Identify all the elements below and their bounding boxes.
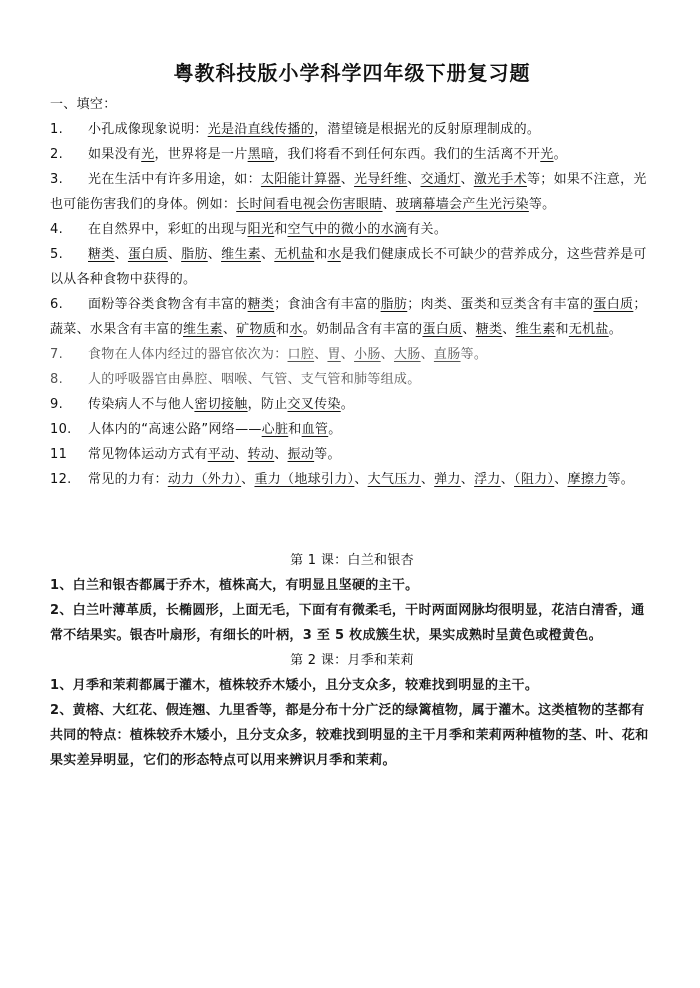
fill-in-item	[50, 117, 654, 142]
section-heading-fill-in: 一、填空：	[50, 97, 117, 112]
item-text: 等。	[607, 472, 635, 487]
answer-blank: 胃	[327, 347, 341, 362]
answer-blank: 黑暗	[247, 147, 275, 162]
item-text: 常见物体运动方式有	[88, 447, 208, 462]
answer-blank: 平动	[207, 447, 235, 462]
item-text: 、	[260, 247, 275, 262]
item-text: 是我们健康成长不可缺少的营养成分，这些营养是可以从各种食物中获得的。	[50, 247, 647, 287]
answer-blank: 动力（外力）	[167, 472, 242, 487]
item-text: 、	[420, 472, 435, 487]
item-number: 1.	[50, 122, 64, 137]
item-text: 、	[420, 347, 434, 362]
item-text: 传染病人不与他人	[88, 397, 195, 412]
item-text: 等。	[314, 447, 341, 462]
answer-blank: （阻力）	[514, 472, 555, 487]
answer-blank: 糖类	[247, 297, 275, 312]
item-text: ，潜望镜是根据光的反射原理制成的。	[314, 122, 541, 137]
answer-blank: 无机盐	[274, 247, 315, 262]
fill-in-item	[50, 217, 654, 242]
answer-blank: 心脏	[261, 422, 289, 437]
item-text: 、	[314, 347, 328, 362]
answer-blank: 无机盐	[568, 322, 609, 337]
fill-in-item	[50, 442, 654, 467]
item-text: 、	[460, 172, 474, 187]
answer-blank: 阳光	[247, 222, 275, 237]
item-text: 和	[288, 422, 302, 437]
item-text: 、	[340, 172, 355, 187]
fill-in-list	[50, 117, 654, 492]
item-text: 、	[382, 197, 396, 212]
lesson-paragraph: 1、白兰和银杏都属于乔木，植株高大，有明显且坚硬的主干。	[50, 578, 419, 593]
answer-blank: 光	[540, 147, 554, 162]
fill-in-item	[50, 467, 654, 492]
item-text: ，防止	[247, 397, 288, 412]
item-text: 、	[462, 322, 476, 337]
answer-blank: 太阳能计算器	[260, 172, 341, 187]
item-number: 10.	[50, 422, 72, 437]
answer-blank: 振动	[287, 447, 315, 462]
fill-in-item	[50, 242, 654, 292]
spacer	[50, 492, 654, 548]
item-text: 如果没有	[88, 147, 142, 162]
item-number: 9.	[50, 397, 64, 412]
item-number: 6.	[50, 297, 64, 312]
item-text: 有关。	[407, 222, 448, 237]
item-text: 人的呼吸器官由鼻腔、咽喉、气管、支气管和肺等组成。	[88, 372, 421, 387]
lesson-paragraph: 2、白兰叶薄革质，长椭圆形，上面无毛，下面有有微柔毛，干时两面网脉均很明显，花洁白清香，通常不结果实。银杏叶扇形，有细长的叶柄，3 至 5 枚成簇生状，果实成熟时呈黄色或橙黄色。	[50, 603, 645, 643]
item-text: 等；如果不注意，光也可能伤害我们的身体。例如：	[50, 172, 647, 212]
item-text: 、	[167, 247, 182, 262]
answer-blank: 蛋白质	[593, 297, 634, 312]
item-text: 、	[460, 472, 475, 487]
fill-in-item	[50, 342, 654, 367]
answer-blank: 水	[289, 322, 303, 337]
answer-blank: 弹力	[434, 472, 461, 487]
item-text: 常见的力有：	[88, 472, 168, 487]
answer-blank: 糖类	[88, 247, 115, 262]
answer-blank: 维生素	[183, 322, 223, 337]
item-text: 、	[502, 322, 516, 337]
answer-blank: 重力（地球引力）	[254, 472, 355, 487]
item-number: 8.	[50, 372, 64, 387]
item-text: 和	[555, 322, 569, 337]
item-text: 在自然界中，彩虹的出现与	[88, 222, 248, 237]
answer-blank: 直肠	[433, 347, 461, 362]
answer-blank: 大肠	[393, 347, 421, 362]
item-text: 光在生活中有许多用途，如：	[88, 172, 261, 187]
item-number: 3.	[50, 172, 64, 187]
item-text: 、	[554, 472, 568, 487]
item-text: 、	[207, 247, 222, 262]
item-text: 、	[407, 172, 421, 187]
item-text: 、	[234, 447, 248, 462]
item-text: 和	[314, 247, 328, 262]
item-number: 11	[50, 447, 68, 462]
item-text: 食物在人体内经过的器官依次为：	[88, 347, 288, 362]
answer-blank: 维生素	[221, 247, 261, 262]
item-text: 等。	[460, 347, 488, 362]
answer-blank: 浮力	[474, 472, 501, 487]
lesson-paragraph: 2、黄榕、大红花、假连翘、九里香等，都是分布十分广泛的绿篱植物，属于灌木。这类植物的茎都有共同的特点：植株较乔木矮小，且分支众多，较难找到明显的主干月季和茉莉两种植物的茎、叶、花和果实差异明显，它们的形态特点可以用来辨识月季和茉莉。	[50, 703, 649, 768]
answer-blank: 矿物质	[236, 322, 277, 337]
item-text: 面粉等谷类食物含有丰富的	[88, 297, 248, 312]
item-text: ；蔬菜、水果含有丰富的	[50, 297, 647, 337]
item-text: 和	[274, 222, 288, 237]
fill-in-item	[50, 292, 654, 342]
item-text: 人体内的“高速公路”网络——	[88, 422, 262, 437]
item-text: 、	[354, 472, 368, 487]
item-text: 。	[328, 422, 342, 437]
answer-blank: 脂肪	[380, 297, 408, 312]
lesson-title: 第 2 课：月季和茉莉	[290, 653, 414, 668]
item-text: ；食油含有丰富的	[274, 297, 381, 312]
item-text: 、	[222, 322, 237, 337]
item-text: 等。	[528, 197, 556, 212]
fill-in-item	[50, 417, 654, 442]
answer-blank: 小肠	[354, 347, 381, 362]
answer-blank: 空气中的微小的水滴	[287, 222, 408, 237]
answer-blank: 摩擦力	[567, 472, 608, 487]
answer-blank: 脂肪	[181, 247, 208, 262]
answer-blank: 转动	[247, 447, 275, 462]
item-text: ，我们将看不到任何东西。我们的生活离不开	[274, 147, 541, 162]
item-text: 。	[608, 322, 623, 337]
item-text: 、	[274, 447, 288, 462]
item-text: 和	[276, 322, 290, 337]
answer-blank: 水	[327, 247, 341, 262]
item-number: 7.	[50, 347, 64, 362]
answer-blank: 密切接触	[194, 397, 248, 412]
answer-blank: 大气压力	[367, 472, 421, 487]
answer-blank: 交通灯	[420, 172, 461, 187]
item-text: 、	[500, 472, 515, 487]
lessons-section	[50, 548, 654, 773]
fill-in-item	[50, 392, 654, 417]
answer-blank: 蛋白质	[422, 322, 463, 337]
answer-blank: 维生素	[515, 322, 556, 337]
fill-in-item	[50, 142, 654, 167]
document-title: 粤教科技版小学科学四年级下册复习题	[173, 61, 531, 85]
lesson-title: 第 1 课：白兰和银杏	[290, 553, 414, 568]
answer-blank: 长时间看电视会伤害眼睛	[236, 197, 383, 212]
answer-blank: 光是沿直线传播的	[207, 122, 315, 137]
item-text: 小孔成像现象说明：	[88, 122, 208, 137]
item-text: 、	[380, 347, 394, 362]
fill-in-item	[50, 167, 654, 217]
item-text: 、	[241, 472, 255, 487]
answer-blank: 玻璃幕墙会产生光污染	[395, 197, 529, 212]
item-text: 、	[114, 247, 128, 262]
lesson-paragraph: 1、月季和茉莉都属于灌木，植株较乔木矮小，且分支众多，较难找到明显的主干。	[50, 678, 539, 693]
item-text: 、	[340, 347, 355, 362]
item-number: 12.	[50, 472, 72, 487]
answer-blank: 口腔	[287, 347, 315, 362]
answer-blank: 交叉传染	[287, 397, 341, 412]
answer-blank: 光导纤维	[354, 172, 408, 187]
fill-in-item	[50, 367, 654, 392]
item-text: ；肉类、蛋类和豆类含有丰富的	[407, 297, 594, 312]
item-text: ，世界将是一片	[154, 147, 248, 162]
answer-blank: 血管	[301, 422, 329, 437]
item-number: 5.	[50, 247, 64, 262]
item-text: 。奶制品含有丰富的	[302, 322, 423, 337]
item-text: 。	[553, 147, 567, 162]
item-number: 4.	[50, 222, 64, 237]
answer-blank: 激光手术	[473, 172, 527, 187]
answer-blank: 蛋白质	[127, 247, 168, 262]
answer-blank: 糖类	[475, 322, 503, 337]
item-text: 。	[340, 397, 355, 412]
answer-blank: 光	[141, 147, 155, 162]
item-number: 2.	[50, 147, 64, 162]
